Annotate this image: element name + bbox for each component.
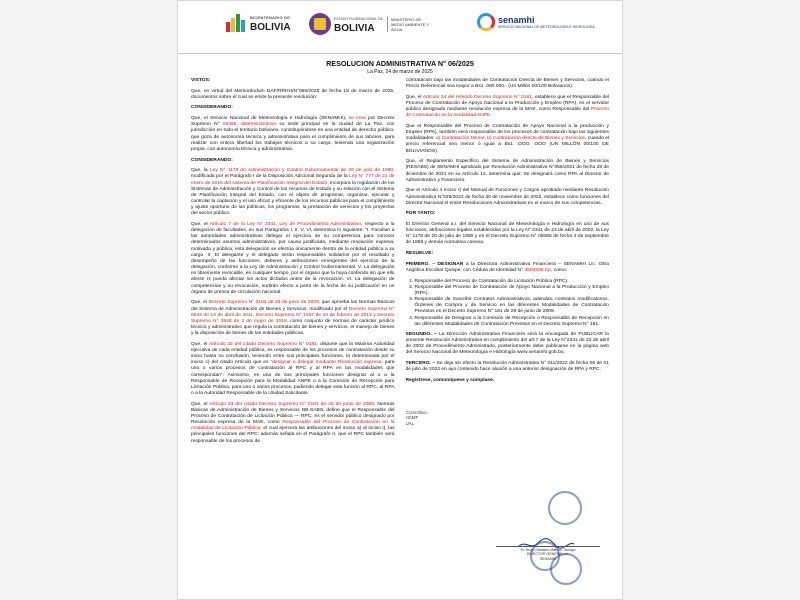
bicentenario-name: BOLIVIA (250, 22, 291, 33)
paragraph-continuation: contratación bajo las modalidades de Contratación Directa de Bienes y Servicios, cuando el Precio Referencial sea mayor a Bs1 .000.000.- (Un Millón 00/100 Bolivianos). (405, 78, 609, 90)
resolution-title: RESOLUCION ADMINISTRATIVA N° 06/2025 (326, 59, 474, 68)
resuelve-heading: RESUELVE: (405, 251, 434, 257)
vistos-heading: VISTOS: (191, 78, 211, 83)
designation-list (406, 279, 610, 328)
tercero-paragraph: TERCERO. – Se deja sin efecto la Resolución Administrativa N° 011/2022 de fecha 06 de 01 de julio de 2022 en ayo contenido hace alusión a una anterior designación de RPA y RPC. (405, 360, 609, 373)
signature-block (496, 546, 600, 561)
paragraph-art34: Que, el Artículo 34 del referido Decreto Supremo N° 0181, establece que el Responsable del Proceso de Contratación de Apoyo Nacional a la Producción y Empleo (RPA), es el servidor público designado mediante resolución expresa de la MAE, como Responsable del Proceso de Contratación en la modalidad ANPE. (405, 94, 609, 119)
list-item: 2. Responsable del Proceso de Contratación de Apoyo Nacional a la Producción y Empleo (RPA). (415, 285, 610, 297)
primero-paragraph: PRIMERO. – DESIGNAR a la Directora Administrativa Financiera – SENAMHI Lic. Olna Angélica Escobar Quispe, con Cédula de Identidad N° 4604905 Cp, como: (405, 261, 609, 273)
closing-formula: Regístrese, comuníquese y cúmplase. (405, 377, 495, 383)
paragraph-art32: Que, el Artículo 32 del citado Decreto Supremo N° 0181, dispone que la Máxima Autoridad ejecutiva de cada entidad pública, es responsable de los procesos de contratación desde su inicio hasta su conclusión, teniendo entre sus principales funciones. la determinada por el inciso c) del citado Artículo que es "designar o delegar mediante Resolución expresa, para uno o varios procesos de contratación al RPC y al RPA en las modalidades que correspondan". Asimismo, es una de sus principales funciones designar al o a la Responsable de Recepción para la Modalidad ANPE o a la Comisión de Recepción para Licitación Pública, para uno o varios procesos, pudiendo delegar esta función al RPC, al RPA o a la Autoridad Responsable de la Unidad Solicitante. (191, 341, 395, 397)
paragraph-resabs: Que, el Reglamento Específico del Sistema de Administración de Bienes y Servicios (RESABS) de SENAMHI aprobado por Resolución Administrativa N°056/2021 de fecha 28 de diciembre de 2021 en su Artículo 12, determina que: Se designará como RPA al Director de Administrativo y Financiero. (405, 159, 609, 183)
considerando-paragraph-2: Que, la Ley N° 1178 de Administración y Control Gubernamental de 20 de julio de 1990, modificada por el Parágrafo I de la Disposición Adicional Segunda de la Ley N° 777 de 21 de enero de 2016 del sistema de Planificación Integral del Estado, incorpora la regulación de los Sistemas de Administración y Control de los recursos de Estado y su relación con el Sistema de Planificación Integral del Estado, con el objeto de programar, organizar, ejecutar y controlar la captación y el uso eficaz y eficiente de los recursos públicos para el cumplimiento y ajuste oportuno de las políticas, los programas, la prestación de servicios y los proyectos del sector público. (191, 168, 395, 217)
official-stamp-icon (548, 491, 582, 525)
signer-name: Sr. Hugo Oswaldo Marcos Tamayo (520, 548, 576, 552)
body-columns (191, 78, 609, 595)
state-small: ESTADO PLURINACIONAL DE (334, 17, 384, 21)
paragraph-art33: Que, el Artículo 33 del citado Decreto Supremo N° 0181 de 28 de junio de 2009, Normas Básicas de Administración de Bienes y Servicios NB-SABS, define que el Responsable del Proceso de Contratación de Licitación Pública — RPC, es el servidor público designado por Resolución expresa de la MAE, como Responsable del Proceso de Contratación en la modalidad de Licitación Pública; el cual ejercerá las atribuciones del inciso a) al inciso i), las principales funciones del RPC; además señala en el Parágrafo II, que el RPC también será responsable de los procesos de (191, 401, 395, 444)
paragraph-manual: Que el Artículo 4 inciso r) del Manual de Funciones y Cargos aprobado mediante Resolución Administrativa N°026/2022 de fecha 30 de noviembre de 2022, establece como funciones del Director Nacional el emitir Resoluciones Administrativas en el marco de sus competencias. (405, 188, 609, 206)
resolution-date: La Paz, 24 de marzo de 2025 (367, 69, 433, 75)
list-item: 4. Responsable de Designar a la Comisión de Recepción o Responsable de Recepción en las diferentes Modalidades de Contratación Previstos en el Decreto Supremo N° 181. (415, 316, 610, 328)
senamhi-sub: SERVICIO NACIONAL DE METEOROLOGÍA E HIDROLOGÍA (498, 24, 595, 29)
paragraph-ds0181: Que, el Decreto Supremo N° 0181 de 28 de junio de 2009, que aprueba las Normas Básicas del Sistema de Administración de Bienes y Servicios, modificado por el Decreto Supremo N° 0843 de 13 de abril de 2011, Decreto Supremo N° 1497 de 20 de febrero de 2013 y Decreto Supremo N° 3548 de 2 de mayo de 2018, como conjunto de normas de carácter jurídico técnico y administrativo que regula la contratación de bienes y servicios, el manejo de bienes y la disposición de bienes de las entidades públicas, (191, 300, 395, 337)
senamhi-name: senamhi (498, 14, 535, 25)
bicentenario-icon (226, 14, 248, 32)
vistos-paragraph: Que, en virtud del Memorándum DAF/RRHH/N°066/2025 de fecha 18 de marzo de 2025, documentos sobre el cual se emite la presente resolución: (191, 88, 395, 100)
left-column (191, 78, 395, 595)
ministry-name: MINISTERIO DE MEDIO AMBIENTE Y AGUA (387, 17, 435, 32)
por-tanto-heading: POR TANTO: (405, 211, 436, 217)
paragraph-rpa: Que el Responsable del Proceso de Contratación de Apoyo Nacional a la producción y Empleo (RPA), también será responsable de los procesos de contratación bajo las siguientes modalidades: a) Contratación Menor, b) Contratación directa de Bienes y Servicios, cuando el precio referencial sea menor ó igual a Bs1 .OOO. OOO (UN MILLÓN 00/100 DE BOLIVIANOS). (405, 123, 609, 154)
paragraph-art7: Que, el Artículo 7 de la Ley N° 2341, Ley de Procedimiento Administrativo, respecto a la delegación de facultades, en sus Parágrafos I, II, V, VI, determina lo siguiente: "I. Facultan a las autoridades administrativas delegar el ejercicio de su competencia para conocer determinados asuntos administrativos, por causa justificada, mediante resolución expresa, motivada y pública, esta delegación se efectúa únicamente dentro de la entidad pública a su cargo. II. El delegante y el delegado serán responsables solidarios por el resultado y desempeño de las funciones, deberes y atribuciones emergentes del ejercicio de la delegación, conforme a la Ley de Administración y Control Gubernamental. V. La delegación es libremente revocable, en cualquier tiempo, por el órgano que la haya conferido sin que ello afecte ni pueda afectar los actos dictados antes de la revocación. VI. La delegación de competencias y su revocación, surtirán efecto a partir de la fecha de su publicación en un órgano de prensa de circulación nacional. (191, 221, 395, 295)
bicentenario-logo (226, 13, 291, 33)
senamhi-logo (477, 13, 595, 31)
segundo-paragraph: SEGUNDO. – La Dirección Administrativa Financiera será la encargada de PUBLICAR la presente Resolución Administrativa en cumplimiento del art.7 de la Ley N°2341 de 23 de abril de 2002 de Procedimiento Administrado, posteriormente debe publicarse en la página web del Servicio Nacional de Meteorología e Hidrología www.senamhi.gob.bo. (405, 331, 609, 356)
list-item: 1. Responsable del Proceso de Contratación de Licitación Pública (RPC). (415, 279, 610, 285)
signer-title: DIRECTOR GENERAL a.i. (526, 552, 570, 557)
considerando-heading-1: CONSIDERANDO: (191, 105, 233, 111)
considerando-paragraph-1: Que, el Servicio Nacional de Meteorología e Hidrología (SENAMHI), se crea por Decreto Supremo N° 08465, determinándose su sede principal en la ciudad de La Paz, con jurisdicción en todo el territorio boliviano, constituyéndose en una entidad de derecho público, que goza de autonomía técnica y administrativa para el cumplimiento de sus labores, para realizar con entera libertad los trabajos técnicos a su cargo, teniendo una organización propia, con autonomía técnica y administrativa. (191, 116, 395, 152)
letterhead (178, 1, 622, 54)
state-name: BOLIVIA (334, 23, 375, 34)
list-item: 3. Responsable de Suscribir Contratos Administrativos, adendas, contratos modificatorios, Órdenes de Compra y de Servicio en las diferentes Modalidades de Contratación Previstos en el Decreto Supremo N° 181 de 28 de junio de 2009. (415, 297, 610, 315)
ministry-logo (309, 13, 435, 35)
bicentenario-sub: BICENTENARIO DE (250, 15, 291, 20)
por-tanto-paragraph: El Director General a.i. del Servicio Nacional de Meteorología e Hidrología en uso de sus funciones, atribuciones legales establecidas por la Ley N° 2341 de 23 de abril de 2002, la Ley N° 1178 de 20 de julio de 1990 y en el Decreto Supremo N° 08465 de fecha 4 de septiembre de 1968 y demás normativa conexa. (405, 221, 609, 246)
copy-distribution: Cc/Archivo HCMT UAL (405, 409, 427, 426)
document-page (177, 0, 623, 600)
state-crest-icon (309, 13, 331, 35)
considerando-heading-2: CONSIDERANDO: (191, 157, 233, 163)
senamhi-icon (477, 13, 495, 31)
signer-org: SENAMHI (539, 556, 557, 561)
